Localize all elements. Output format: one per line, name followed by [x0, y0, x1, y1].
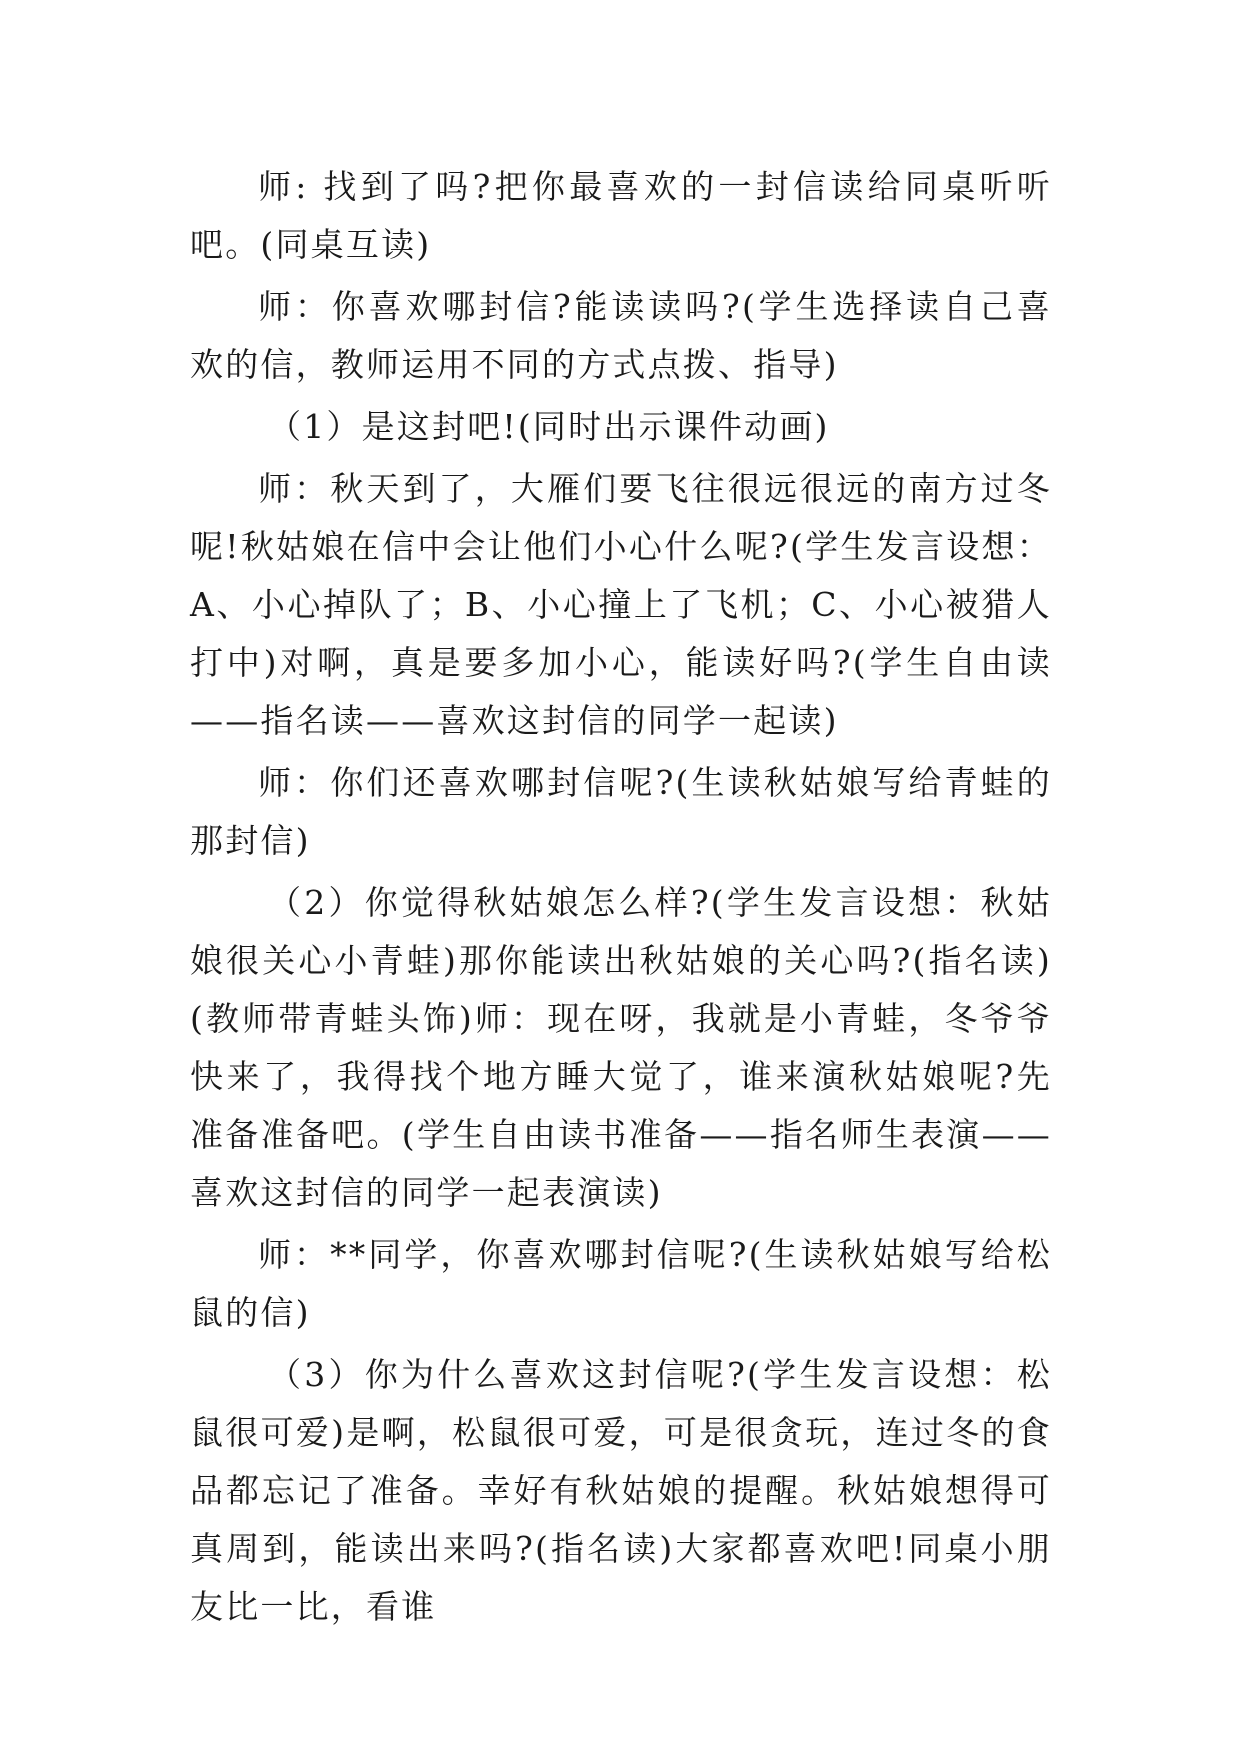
paragraph-teacher-prompt-2: 师：你喜欢哪封信?能读读吗?(学生选择读自己喜欢的信，教师运用不同的方式点拨、指导)	[190, 287, 1052, 384]
paragraph-wild-geese: 师：秋天到了，大雁们要飞往很远很远的南方过冬呢!秋姑娘在信中会让他们小心什么呢?(学生发言设想：A、小心掉队了；B、小心撞上了飞机；C、小心被猎人打中)对啊，真是要多加小心，能读好吗?(学生自由读——指名读——喜欢这封信的同学一起读)	[190, 469, 1052, 740]
paragraph-step-1: （1）是这封吧!(同时出示课件动画)	[268, 407, 830, 446]
paragraph-teacher-prompt-3: 师：你们还喜欢哪封信呢?(生读秋姑娘写给青蛙的那封信)	[190, 763, 1052, 860]
paragraph-teacher-prompt-1: 师: 找到了吗?把你最喜欢的一封信读给同桌听听吧。(同桌互读)	[190, 167, 1052, 264]
paragraph-step-2: （2）你觉得秋姑娘怎么样?(学生发言设想：秋姑娘很关心小青蛙)那你能读出秋姑娘的关心吗?(指名读)(教师带青蛙头饰)师：现在呀，我就是小青蛙，冬爷爷快来了，我得找个地方睡大觉了，谁来演秋姑娘呢?先准备准备吧。(学生自由读书准备——指名师生表演——喜欢这封信的同学一起表演读)	[190, 883, 1052, 1212]
paragraph-teacher-prompt-4: 师：**同学，你喜欢哪封信呢?(生读秋姑娘写给松鼠的信)	[190, 1235, 1052, 1332]
document-page	[190, 158, 1052, 1636]
paragraph-step-3: （3）你为什么喜欢这封信呢?(学生发言设想：松鼠很可爱)是啊，松鼠很可爱，可是很贪玩，连过冬的食品都忘记了准备。幸好有秋姑娘的提醒。秋姑娘想得可真周到，能读出来吗?(指名读)大家都喜欢吧!同桌小朋友比一比，看谁	[190, 1355, 1052, 1626]
